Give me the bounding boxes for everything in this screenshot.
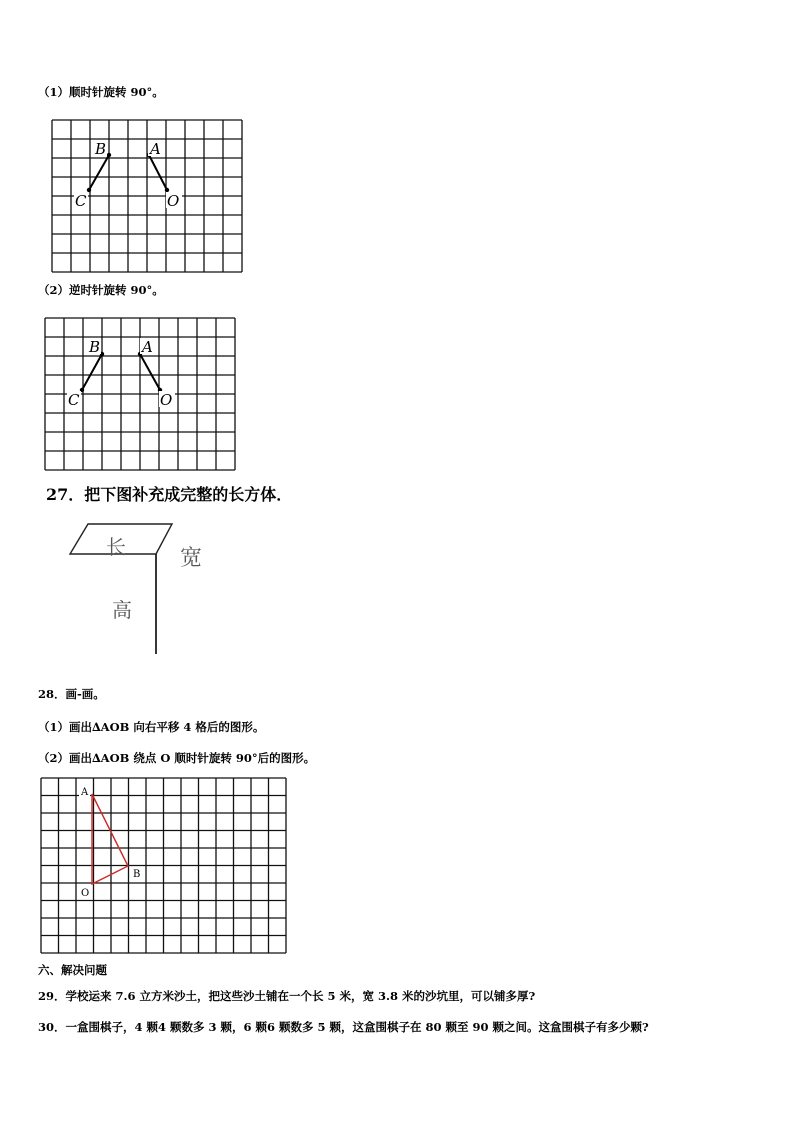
q28-part2-text: （2）画出∆AOB 绕点 O 顺时针旋转 90°后的图形。 (38, 751, 316, 765)
q26-grid-2 (45, 318, 237, 462)
label-o: O (160, 391, 173, 409)
q26-part1-text: （1）顺时针旋转 90°。 (38, 85, 164, 99)
q26-part2-text: （2）逆时针旋转 90°。 (38, 283, 164, 297)
label-width: 宽 (180, 546, 203, 571)
label-b: B (89, 338, 101, 356)
q28-part1-text: （1）画出∆AOB 向右平移 4 格后的图形。 (38, 720, 265, 734)
section6-heading: 六、解决问题 (38, 963, 107, 977)
grid-lines (41, 778, 286, 953)
label-o: O (167, 192, 180, 210)
q29-text: 29．学校运来 7.6 立方米沙土，把这些沙土铺在一个长 5 米，宽 3.8 米的沙坑里，可以铺多厚? (38, 989, 536, 1003)
label-b: B (133, 869, 141, 880)
label-a: A (150, 140, 161, 158)
label-o: O (81, 888, 90, 899)
label-c: C (75, 192, 87, 210)
label-b: B (95, 140, 107, 158)
q30-text: 30．一盒围棋子，4 颗4 颗数多 3 颗，6 颗6 颗数多 5 颗，这盒围棋子在 80 颗至 90 颗之间。这盒围棋子有多少颗? (38, 1020, 649, 1034)
cuboid-sketch (60, 512, 230, 662)
q26-grid-1 (52, 120, 244, 264)
q28-grid (41, 778, 287, 954)
q27-title: 27．把下图补充成完整的长方体． (46, 485, 293, 504)
q28-title: 28．画-画。 (38, 687, 105, 701)
label-c: C (68, 391, 80, 409)
label-height: 高 (112, 598, 132, 622)
label-length: 长 (106, 535, 126, 559)
label-a: A (81, 787, 89, 798)
label-a: A (142, 338, 153, 356)
